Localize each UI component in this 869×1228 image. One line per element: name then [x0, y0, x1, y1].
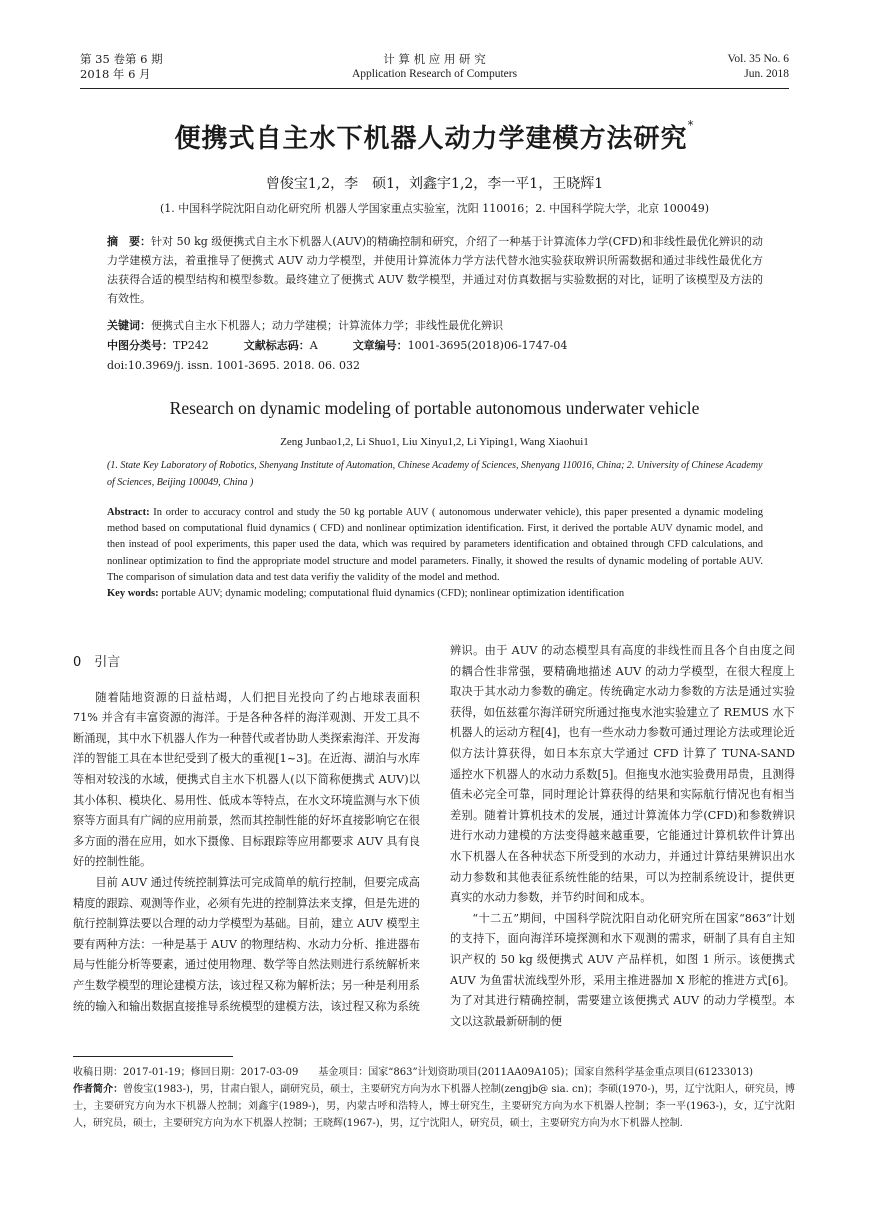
classification-line — [107, 336, 763, 355]
journal-name-en: Application Research of Computers — [351, 68, 518, 80]
footnote-bio — [73, 1081, 795, 1132]
title-footnote-mark: * — [687, 118, 695, 132]
journal-issue-en — [728, 52, 789, 82]
issue-date-en: Jun. 2018 — [744, 68, 789, 80]
abstract-label: 摘 要： — [107, 235, 152, 248]
paragraph: 辨识。由于 AUV 的动态模型具有高度的非线性而且各个自由度之间的耦合性非常强，要精确地描述 AUV 的动力学模型，在很大程度上取决于其水动力参数的确定。传统确定水动力参数的方法是通过实验获得，如伍兹霍尔海洋研究所通过拖曳水池实验建立了 REMUS 水下机器人的运动方程[4]，也有一些水动力参数可通过理论方法或理论近似方法计算获得，如日本东京大学通过 CFD 计算了 TUNA-SAND 遥控水下机器人的水动力系数[5]。但拖曳水池实验费用昂贵，且测得值未必完全可靠，同时理论计算获得的结果和实际航行情况也有相当差别。随着计算机技术的发展，通过计算流体力学(CFD)和参数辨识进行水动力建模的方法变得越来越重要，它能通过计算机软件计算出水下机器人在各种状态下所受到的水动力，并通过计算结果辨识出水动力参数和其他表征系统性能的结果，可以为控制系统设计，提供更真实的水动力参数，并节约时间和成本。 — [450, 644, 795, 905]
clc-label: 中图分类号： — [107, 339, 173, 352]
issue-volume: 第 35 卷第 6 期 — [80, 52, 163, 66]
article-no-label: 文章编号： — [352, 339, 408, 352]
english-authors: Zeng Junbao1,2, Li Shuo1, Liu Xinyu1,2, Li Yiping1, Wang Xiaohui1 — [280, 436, 589, 448]
clc-value: TP242 — [173, 339, 209, 352]
paper-title-text: 便携式自主水下机器人动力学建模方法研究 — [174, 124, 688, 154]
english-abstract-text: In order to accuracy control and study the 50 kg portable AUV ( autonomous underwater vehicle), this paper presented a dynamic modeling method based on computational fluid dynamics ( CFD) and nonlinear optimization identification. First, it derived the portable AUV dynamic model, and then instead of pool experiments, this paper used the data, which was required by parameters identification and obtained through CFD calculations, and nonlinear optimization to find the appropriate model structure and model parameters. Finally, it showed the results of dynamic modeling of portable AUV. The comparison of simulation data and test data verifiy the validity of the model and method. — [107, 507, 764, 583]
abstract-cn — [107, 232, 763, 308]
paper-title — [0, 118, 869, 155]
english-keywords-label: Key words: — [107, 588, 159, 600]
section-heading: 0 引言 — [73, 655, 121, 670]
english-abstract — [107, 505, 763, 602]
paragraph: 目前 AUV 通过传统控制算法可完成简单的航行控制，但要完成高精度的跟踪、观测等作业，必须有先进的控制算法来支撑，但是先进的航行控制算法要以合理的动力学模型为基础。目前，建立 AUV 模型主要有两种方法：一种是基于 AUV 的物理结构、水动力分析、推进器布局与性能分析等要素，通过使用物理、数学等自然法则进行系统解析来产生数学模型的理论建模方法，该过程又称为解析法；另一种是利用系统的输入和输出数据直接推导系统模型的建模方法，该过程又称为系统 — [73, 875, 420, 1013]
keywords-label: 关键词： — [107, 319, 151, 332]
english-affiliation: (1. State Key Laboratory of Robotics, Shenyang Institute of Automation, Chinese Academy of Sciences, Shenyang 110016, China; 2. University of Chinese Academy of Sciences, Beijing 100049, China ) — [107, 460, 763, 488]
paragraph: 随着陆地资源的日益枯竭，人们把目光投向了约占地球表面积 71% 并含有丰富资源的海洋。于是各种各样的海洋观测、开发工具不断涌现，其中水下机器人作为一种替代或者协助人类探索海洋、开发海洋的智能工具在本世纪受到了极大的重视[1~3]。在近海、湖泊与水库等相对较浅的水域，便携式自主水下机器人(以下简称便携式 AUV)以其小体积、模块化、易用性、低成本等特点，在水文环境监测与水下侦察等方面具有广阔的应用前景，然而其控制性能的好坏直接影响它在很多方面的潜在应用，如水下摄像、目标跟踪等应用都要求 AUV 具有良好的控制性能。 — [73, 690, 420, 869]
affiliation-cn: (1. 中国科学院沈阳自动化研究所 机器人学国家重点实验室，沈阳 110016；2. 中国科学院大学，北京 100049) — [159, 202, 710, 215]
keywords-cn — [107, 316, 763, 335]
paragraph: “十二五”期间，中国科学院沈阳自动化研究所在国家“863”计划的支持下，面向海洋环境探测和水下观测的需求，研制了具有自主知识产权的 50 kg 级便携式 AUV 产品样机，如图 1 所示。该便携式 AUV 为鱼雷状流线型外形，采用主推进器加 X 形舵的推进方式[6]。为了对其进行精确控制，需要建立该便携式 AUV 的动力学模型。本文以这款最新研制的便 — [450, 911, 795, 1028]
keywords-text: 便携式自主水下机器人；动力学建模；计算流体力学；非线性最优化辨识 — [151, 319, 503, 332]
english-abstract-label: Abstract: — [107, 507, 150, 518]
bio-label: 作者简介： — [73, 1084, 124, 1095]
footnote — [73, 1064, 795, 1132]
english-title: Research on dynamic modeling of portable autonomous underwater vehicle — [169, 398, 700, 418]
article-no-value: 1001-3695(2018)06-1747-04 — [407, 339, 568, 352]
bio-text: 曾俊宝(1983-)，男，甘肃白银人，副研究员，硕士，主要研究方向为水下机器人控制(zengjb@ sia. cn)；李硕(1970-)，男，辽宁沈阳人，研究员，博士，主要研究方向为水下机器人控制；刘鑫宇(1989-)，男，内蒙古呼和浩特人，博士研究生，主要研究方向为水下机器人控制；李一平(1963-)，女，辽宁沈阳人，研究员，硕士，主要研究方向为水下机器人控制；王晓辉(1967-)，男，辽宁沈阳人，研究员，硕士，主要研究方向为水下机器人控制. — [73, 1084, 796, 1129]
journal-name-cn: 计 算 机 应 用 研 究 — [383, 52, 486, 66]
footnote-dates-funding: 收稿日期：2017-01-19；修回日期：2017-03-09 基金项目：国家“863”计划资助项目(2011AA09A105)；国家自然科学基金重点项目(61233013) — [73, 1067, 754, 1078]
issue-date: 2018 年 6 月 — [80, 67, 151, 81]
english-keywords-text: portable AUV; dynamic modeling; computational fluid dynamics (CFD); nonlinear optimization identification — [161, 588, 625, 600]
abstract-text: 针对 50 kg 级便携式自主水下机器人(AUV)的精确控制和研究，介绍了一种基于计算流体力学(CFD)和非线性最优化辨识的动力学建模方法，着重推导了便携式 AUV 动力学模型，并使用计算流体力学方法代替水池实验获取辨识所需数据和通过非线性最优化方法获得合适的模型结构和模型参数。最终建立了便携式 AUV 数学模型，并通过对仿真数据与实验数据的对比，证明了该模型及方法的有效性。 — [107, 235, 763, 305]
issue-volume-en: Vol. 35 No. 6 — [727, 53, 789, 65]
authors-cn: 曾俊宝1,2，李 硕1，刘鑫宇1,2，李一平1，王晓辉1 — [265, 176, 604, 192]
header-rule — [80, 88, 789, 89]
doc-code-value: A — [309, 339, 318, 352]
doc-code-label: 文献标志码： — [243, 339, 310, 352]
left-column — [73, 641, 420, 1017]
footnote-rule — [73, 1056, 233, 1057]
right-column — [450, 641, 795, 1032]
doi: doi:10.3969/j. issn. 1001-3695. 2018. 06. 032 — [107, 359, 361, 372]
